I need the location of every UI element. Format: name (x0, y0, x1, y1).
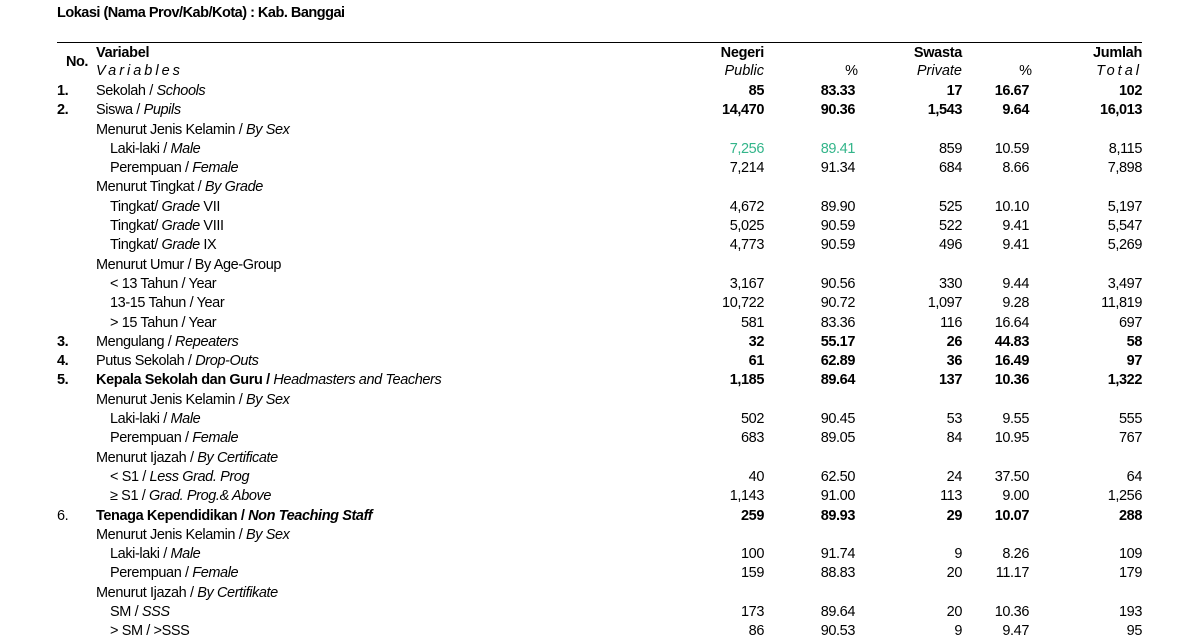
table-row (0, 140, 1200, 159)
row-label (96, 584, 278, 603)
row-label-id: ≥ S1 / (110, 488, 150, 505)
row-number: 3. (57, 333, 69, 350)
row-label-en: Schools (156, 83, 206, 99)
row-label-id: SM / (110, 604, 142, 621)
swasta-value: 9 (954, 623, 962, 640)
negeri-value: 14,470 (722, 102, 764, 119)
row-label-en: Female (192, 430, 239, 447)
jumlah-value: 555 (1119, 411, 1142, 428)
row-label-id: Laki-laki / (110, 411, 171, 428)
swasta-pct: 9.00 (1002, 488, 1029, 505)
row-label (96, 256, 281, 275)
row-label-en: Pupils (143, 102, 181, 119)
jumlah-value: 697 (1119, 314, 1142, 331)
table-row (0, 391, 1200, 410)
swasta-value: 1,097 (927, 295, 962, 312)
row-label-en: By Sex (245, 526, 290, 543)
negeri-value: 502 (741, 411, 764, 428)
row-label-suffix: IX (199, 237, 217, 254)
jumlah-value: 11,819 (1101, 295, 1142, 312)
table-row (0, 507, 1200, 526)
row-number: 5. (57, 372, 69, 389)
row-label (96, 391, 290, 410)
jumlah-value: 5,547 (1107, 218, 1142, 235)
table-row (0, 526, 1200, 545)
negeri-value: 4,672 (729, 198, 764, 215)
negeri-value: 4,773 (729, 237, 764, 254)
row-number: 6. (57, 507, 69, 524)
row-label-id: Laki-laki / (110, 546, 171, 563)
jumlah-value: 97 (1126, 353, 1142, 370)
row-label-id: Tingkat/ (110, 218, 162, 235)
row-label-en: Repeaters (175, 333, 239, 350)
row-label (96, 101, 181, 120)
location-title: Lokasi (Nama Prov/Kab/Kota) : Kab. Banggai (57, 5, 345, 21)
jumlah-value: 8,115 (1108, 140, 1142, 157)
swasta-pct: 8.26 (1002, 546, 1029, 563)
row-label (110, 236, 216, 255)
table-row (0, 622, 1200, 641)
table-row (0, 564, 1200, 583)
swasta-pct: 10.10 (994, 198, 1029, 215)
swasta-value: 113 (940, 488, 962, 505)
row-label-en: Drop-Outs (195, 353, 259, 370)
header-pct-public: % (845, 63, 858, 79)
swasta-value: 496 (939, 237, 962, 254)
swasta-pct: 10.07 (994, 507, 1029, 524)
swasta-pct: 16.67 (994, 83, 1029, 99)
row-label-en: Grade (161, 218, 200, 235)
row-label (110, 198, 220, 217)
swasta-value: 29 (946, 507, 962, 524)
negeri-pct: 90.72 (820, 295, 855, 312)
header-swasta (914, 44, 962, 80)
negeri-value: 173 (741, 604, 764, 621)
row-label-en: Grade (161, 237, 200, 254)
table-row (0, 487, 1200, 506)
jumlah-value: 179 (1119, 565, 1142, 582)
negeri-value: 61 (748, 353, 764, 370)
table-row (0, 236, 1200, 255)
header-jumlah-en: Total (1096, 63, 1142, 79)
header-negeri (721, 44, 764, 80)
jumlah-value: 193 (1119, 604, 1142, 621)
swasta-pct: 10.36 (994, 372, 1029, 389)
row-label-suffix: VIII (199, 218, 224, 235)
row-label (96, 526, 290, 545)
header-swasta-en: Private (916, 63, 962, 79)
negeri-pct: 90.45 (820, 411, 855, 428)
row-label-en: Male (170, 546, 201, 563)
swasta-pct: 9.44 (1002, 275, 1029, 292)
negeri-pct: 55.17 (820, 333, 855, 350)
row-label-en: By Certificate (197, 449, 278, 466)
header-negeri-en: Public (724, 63, 764, 79)
jumlah-value: 95 (1126, 623, 1142, 640)
swasta-value: 24 (946, 468, 962, 485)
row-label-suffix: VII (199, 198, 220, 215)
negeri-value: 581 (741, 314, 764, 331)
table-row (0, 314, 1200, 333)
negeri-value: 683 (741, 430, 764, 447)
row-label-en: SSS (141, 604, 170, 621)
negeri-value: 85 (748, 83, 764, 99)
row-label-en: Female (192, 160, 239, 177)
row-label-id: Menurut Tingkat / (96, 179, 205, 196)
row-label-en: Less Grad. Prog (149, 468, 250, 485)
row-number: 4. (57, 353, 69, 370)
jumlah-value: 5,269 (1107, 237, 1142, 254)
negeri-value: 10,722 (722, 295, 764, 312)
row-label (110, 487, 271, 506)
row-number: 1. (57, 83, 69, 99)
swasta-value: 859 (939, 140, 962, 157)
table-row (0, 545, 1200, 564)
swasta-pct: 8.66 (1002, 160, 1029, 177)
header-pct-private: % (1019, 63, 1032, 79)
row-label (110, 159, 238, 178)
table-row (0, 333, 1200, 352)
row-label-id: Kepala Sekolah dan Guru / (96, 372, 274, 389)
row-label (96, 333, 238, 352)
swasta-value: 20 (946, 604, 962, 621)
row-label (110, 294, 224, 313)
row-label-en: Headmasters and Teachers (273, 372, 442, 389)
table-row (0, 121, 1200, 140)
swasta-value: 330 (939, 275, 962, 292)
row-label (96, 121, 290, 140)
row-label-id: Menurut Umur / By Age-Group (96, 256, 282, 273)
negeri-pct: 62.89 (820, 353, 855, 370)
table-row (0, 198, 1200, 217)
jumlah-value: 3,497 (1107, 275, 1142, 292)
swasta-pct: 9.64 (1002, 102, 1029, 119)
table-row (0, 584, 1200, 603)
row-label-id: Perempuan / (110, 565, 193, 582)
row-label (110, 603, 170, 622)
swasta-pct: 10.59 (994, 140, 1029, 157)
table-row (0, 429, 1200, 448)
swasta-pct: 9.41 (1002, 218, 1029, 235)
jumlah-value: 7,898 (1107, 160, 1142, 177)
row-label (96, 82, 205, 101)
row-label (110, 622, 189, 641)
row-label-en: Male (170, 140, 201, 157)
row-label-id: Siswa / (96, 102, 144, 119)
negeri-pct: 90.56 (820, 275, 855, 292)
swasta-pct: 9.55 (1002, 411, 1029, 428)
swasta-pct: 37.50 (994, 468, 1029, 485)
table-row (0, 449, 1200, 468)
swasta-value: 684 (939, 160, 962, 177)
negeri-value: 1,185 (729, 372, 764, 389)
swasta-value: 26 (946, 333, 962, 350)
header-variabel-en: Variables (96, 63, 183, 79)
row-label-id: Menurut Ijazah / (96, 449, 198, 466)
table-row (0, 82, 1200, 101)
jumlah-value: 1,322 (1107, 372, 1142, 389)
row-label-id: Perempuan / (110, 430, 193, 447)
negeri-pct: 83.33 (820, 83, 855, 99)
negeri-pct: 90.59 (820, 218, 855, 235)
header-jumlah (1093, 44, 1142, 80)
row-label-id: Perempuan / (110, 160, 193, 177)
row-label-id: > SM / >SSS (110, 623, 190, 640)
swasta-value: 116 (940, 314, 962, 331)
row-label-en: Grad. Prog.& Above (149, 488, 272, 505)
table-row (0, 275, 1200, 294)
row-label-id: Tingkat/ (110, 198, 162, 215)
jumlah-value: 16,013 (1100, 102, 1142, 119)
table-row (0, 217, 1200, 236)
negeri-pct: 91.34 (820, 160, 855, 177)
header-no: No. (66, 54, 88, 70)
swasta-value: 525 (939, 198, 962, 215)
negeri-value: 1,143 (729, 488, 764, 505)
row-label (96, 371, 441, 390)
table-row (0, 159, 1200, 178)
row-label-id: 13-15 Tahun / Year (110, 295, 225, 312)
swasta-pct: 10.95 (994, 430, 1029, 447)
negeri-value: 159 (741, 565, 764, 582)
header-variabel-id: Variabel (96, 45, 150, 61)
negeri-pct: 91.74 (820, 546, 855, 563)
row-label (110, 545, 200, 564)
negeri-pct: 90.53 (820, 623, 855, 640)
row-label (96, 507, 372, 526)
jumlah-value: 767 (1119, 430, 1142, 447)
row-label (96, 352, 258, 371)
swasta-pct: 44.83 (994, 333, 1029, 350)
negeri-pct: 89.41 (820, 140, 855, 157)
negeri-pct: 83.36 (820, 314, 855, 331)
negeri-pct: 89.05 (820, 430, 855, 447)
negeri-value: 40 (748, 468, 764, 485)
row-label-id: Menurut Jenis Kelamin / (96, 121, 246, 138)
swasta-value: 84 (946, 430, 962, 447)
negeri-value: 32 (748, 333, 764, 350)
row-label-id: Menurut Jenis Kelamin / (96, 526, 246, 543)
row-label (110, 314, 216, 333)
negeri-value: 7,214 (729, 160, 764, 177)
swasta-pct: 11.17 (995, 565, 1029, 582)
row-label (96, 178, 263, 197)
swasta-pct: 9.47 (1002, 623, 1029, 640)
table-row (0, 603, 1200, 622)
row-label-id: Mengulang / (96, 333, 176, 350)
row-label-id: Menurut Jenis Kelamin / (96, 391, 246, 408)
swasta-pct: 9.41 (1002, 237, 1029, 254)
row-number: 2. (57, 102, 69, 119)
row-label (110, 410, 200, 429)
row-label-en: Female (192, 565, 239, 582)
table-row (0, 178, 1200, 197)
row-label-en: By Sex (245, 121, 290, 138)
row-label (110, 564, 238, 583)
swasta-value: 9 (954, 546, 962, 563)
negeri-value: 100 (741, 546, 764, 563)
swasta-pct: 16.49 (994, 353, 1029, 370)
row-label (96, 449, 278, 468)
row-label-id: > 15 Tahun / Year (110, 314, 217, 331)
row-label (110, 429, 238, 448)
jumlah-value: 64 (1126, 468, 1142, 485)
negeri-pct: 90.36 (820, 102, 855, 119)
table-row (0, 256, 1200, 275)
negeri-pct: 89.64 (820, 372, 855, 389)
data-table (0, 82, 1200, 642)
row-label-en: Grade (161, 198, 200, 215)
negeri-value: 86 (748, 623, 764, 640)
swasta-value: 522 (939, 218, 962, 235)
negeri-pct: 89.93 (820, 507, 855, 524)
swasta-pct: 9.28 (1002, 295, 1029, 312)
swasta-value: 20 (946, 565, 962, 582)
row-label-id: Laki-laki / (110, 140, 171, 157)
header-variabel (96, 44, 183, 80)
header-swasta-id: Swasta (913, 45, 962, 61)
swasta-value: 17 (946, 83, 962, 99)
jumlah-value: 102 (1119, 83, 1142, 99)
jumlah-value: 109 (1119, 546, 1142, 563)
row-label-id: Menurut Ijazah / (96, 584, 198, 601)
negeri-value: 7,256 (729, 140, 764, 157)
row-label-id: Tenaga Kependidikan / (96, 507, 249, 524)
table-row (0, 294, 1200, 313)
swasta-value: 1,543 (927, 102, 962, 119)
row-label-en: By Certifikate (197, 584, 278, 601)
row-label-en: Male (170, 411, 201, 428)
row-label-id: Sekolah / (96, 83, 157, 99)
swasta-pct: 16.64 (994, 314, 1029, 331)
header-rule (57, 42, 1142, 43)
jumlah-value: 5,197 (1107, 198, 1142, 215)
row-label (110, 275, 216, 294)
negeri-pct: 88.83 (820, 565, 855, 582)
negeri-pct: 62.50 (820, 468, 855, 485)
negeri-pct: 89.90 (820, 198, 855, 215)
table-row (0, 468, 1200, 487)
swasta-pct: 10.36 (994, 604, 1029, 621)
negeri-pct: 90.59 (820, 237, 855, 254)
table-row (0, 371, 1200, 390)
row-label (110, 140, 200, 159)
negeri-pct: 91.00 (820, 488, 855, 505)
row-label-en: By Sex (245, 391, 290, 408)
row-label-id: < 13 Tahun / Year (110, 275, 217, 292)
row-label-en: By Grade (204, 179, 263, 196)
table-row (0, 352, 1200, 371)
header-jumlah-id: Jumlah (1093, 45, 1142, 61)
swasta-value: 137 (939, 372, 962, 389)
jumlah-value: 288 (1119, 507, 1142, 524)
swasta-value: 53 (946, 411, 962, 428)
row-label (110, 217, 224, 236)
swasta-value: 36 (946, 353, 962, 370)
jumlah-value: 1,256 (1107, 488, 1142, 505)
negeri-value: 3,167 (729, 275, 764, 292)
header-negeri-id: Negeri (720, 45, 764, 61)
row-label-id: < S1 / (110, 468, 150, 485)
table-row (0, 410, 1200, 429)
table-row (0, 101, 1200, 120)
row-label (110, 468, 249, 487)
row-label-en: Non Teaching Staff (248, 507, 373, 524)
negeri-pct: 89.64 (820, 604, 855, 621)
jumlah-value: 58 (1126, 333, 1142, 350)
row-label-id: Putus Sekolah / (96, 353, 196, 370)
row-label-id: Tingkat/ (110, 237, 162, 254)
negeri-value: 259 (741, 507, 764, 524)
negeri-value: 5,025 (729, 218, 764, 235)
